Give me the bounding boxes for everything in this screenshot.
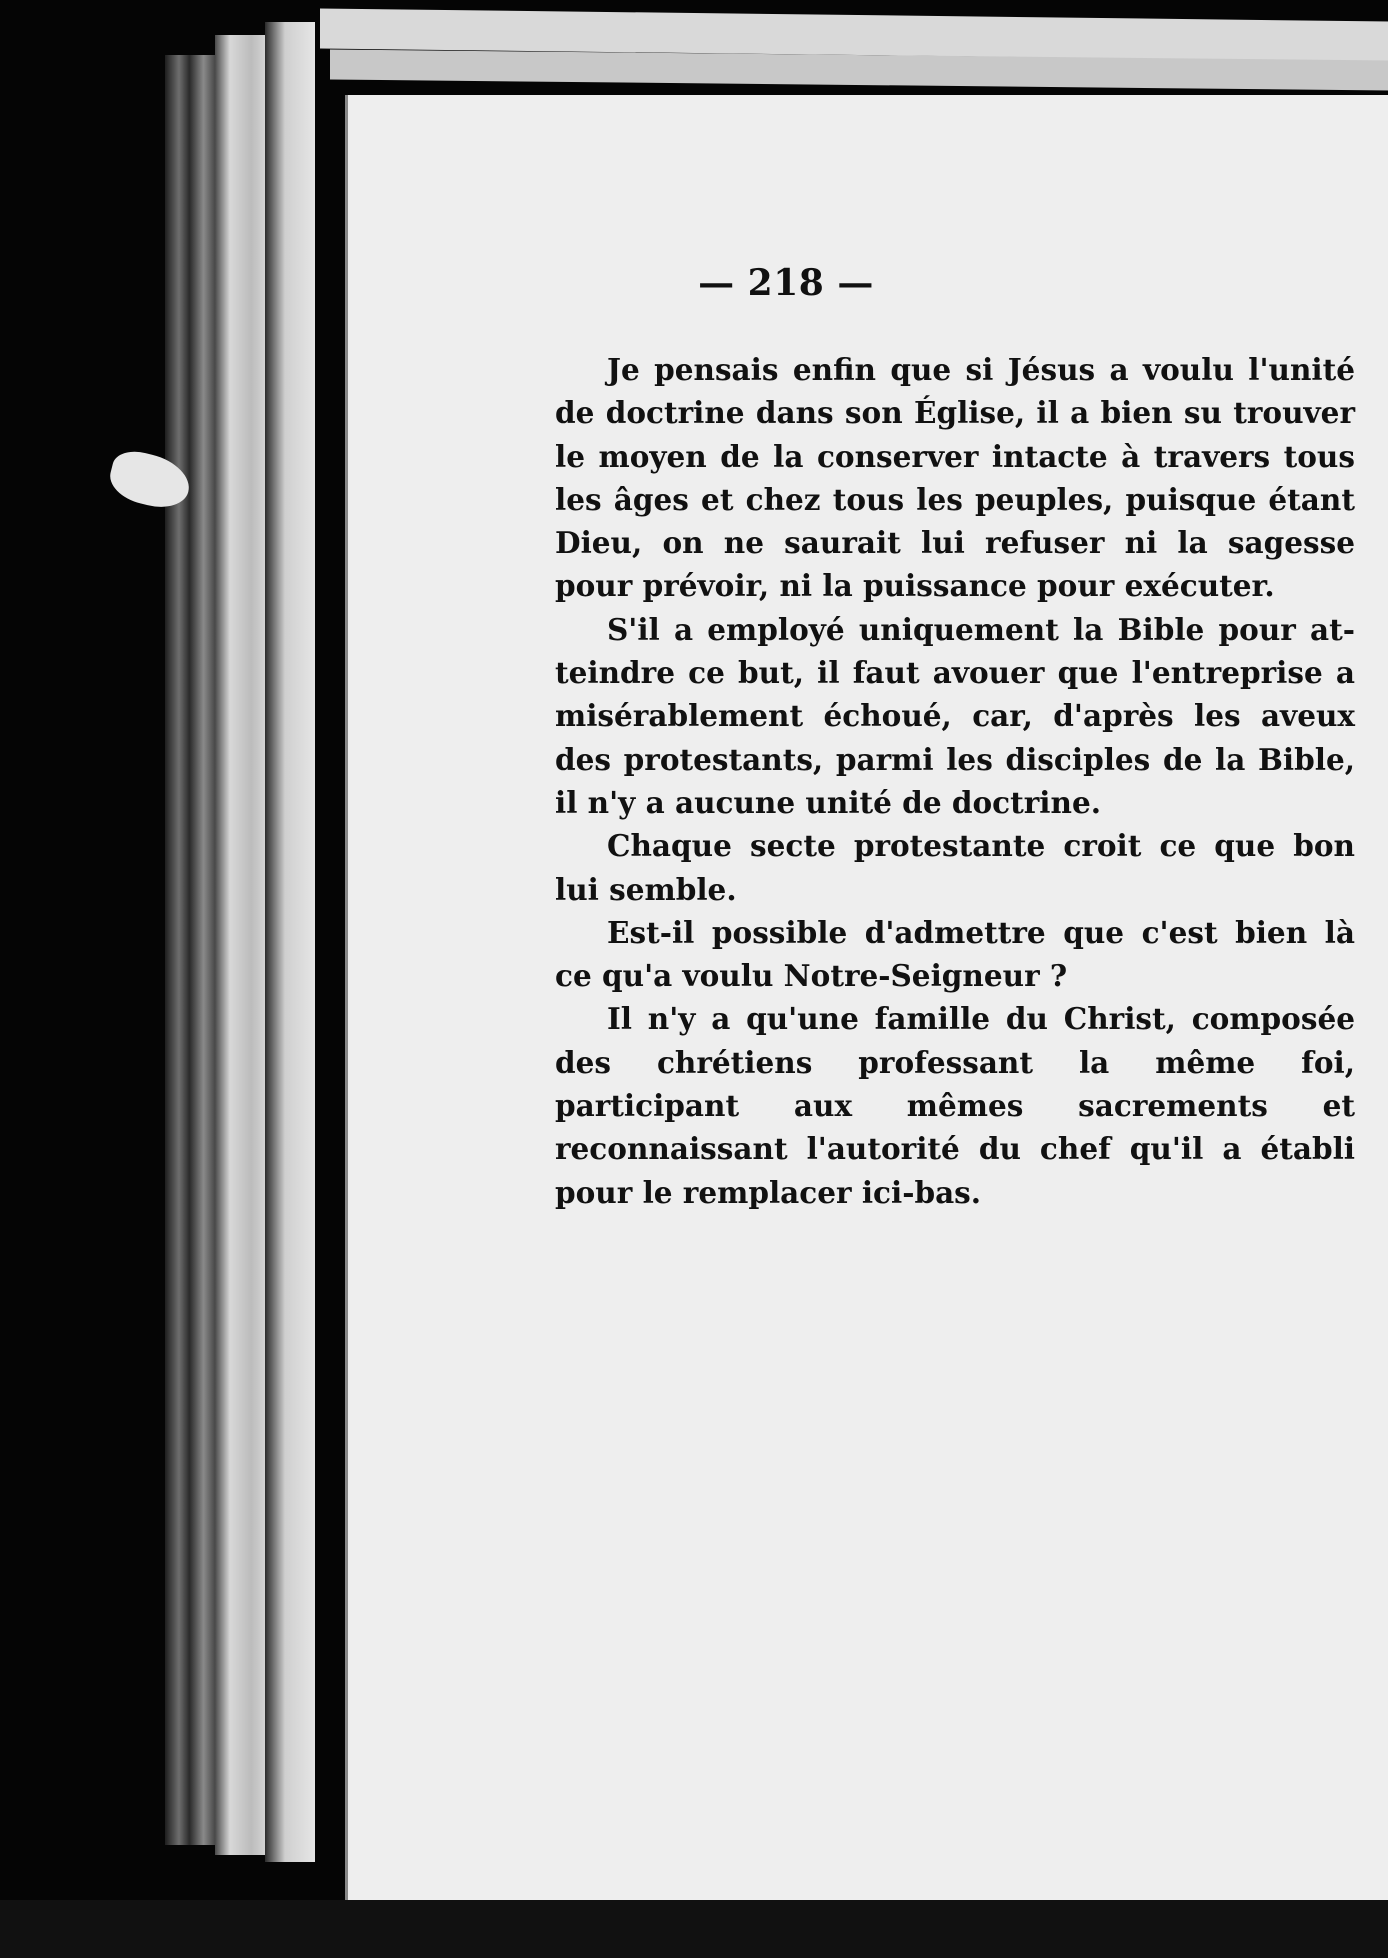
page-edge-inner: [265, 22, 315, 1862]
page-number: — 218 —: [698, 262, 874, 304]
page-body-text: [555, 348, 1355, 1214]
bottom-shadow: [0, 1900, 1388, 1958]
paragraph: Je pensais enfin que si Jésus a voulu l'unité de doctrine dans son Église, il a bien su trouver le moyen de la conserver intacte à travers tous les âges et chez tous les peuples, puisque étant Dieu, on ne saurait lui refuser ni la sagesse pour prévoir, ni la puissance pour exécuter.: [555, 352, 1355, 604]
paragraph: S'il a employé uniquement la Bible pour atteindre ce but, il faut avouer que l'entreprise a misérablement échoué, car, d'après les aveux des protestants, parmi les disciples de la Bible, il n'y a aucune unité de doctrine.: [555, 611, 1355, 820]
paragraph: Est-il possible d'admettre que c'est bien là ce qu'a voulu Notre-Seigneur ?: [555, 914, 1355, 994]
paragraph: Chaque secte protestante croit ce que bon lui semble.: [555, 828, 1355, 907]
paragraph: Il n'y a qu'une famille du Christ, composée des chrétiens professant la même foi, participant aux mêmes sacrements et reconnaissant l'autorité du chef qu'il a établi pour le remplacer ici-bas.: [555, 1001, 1355, 1210]
